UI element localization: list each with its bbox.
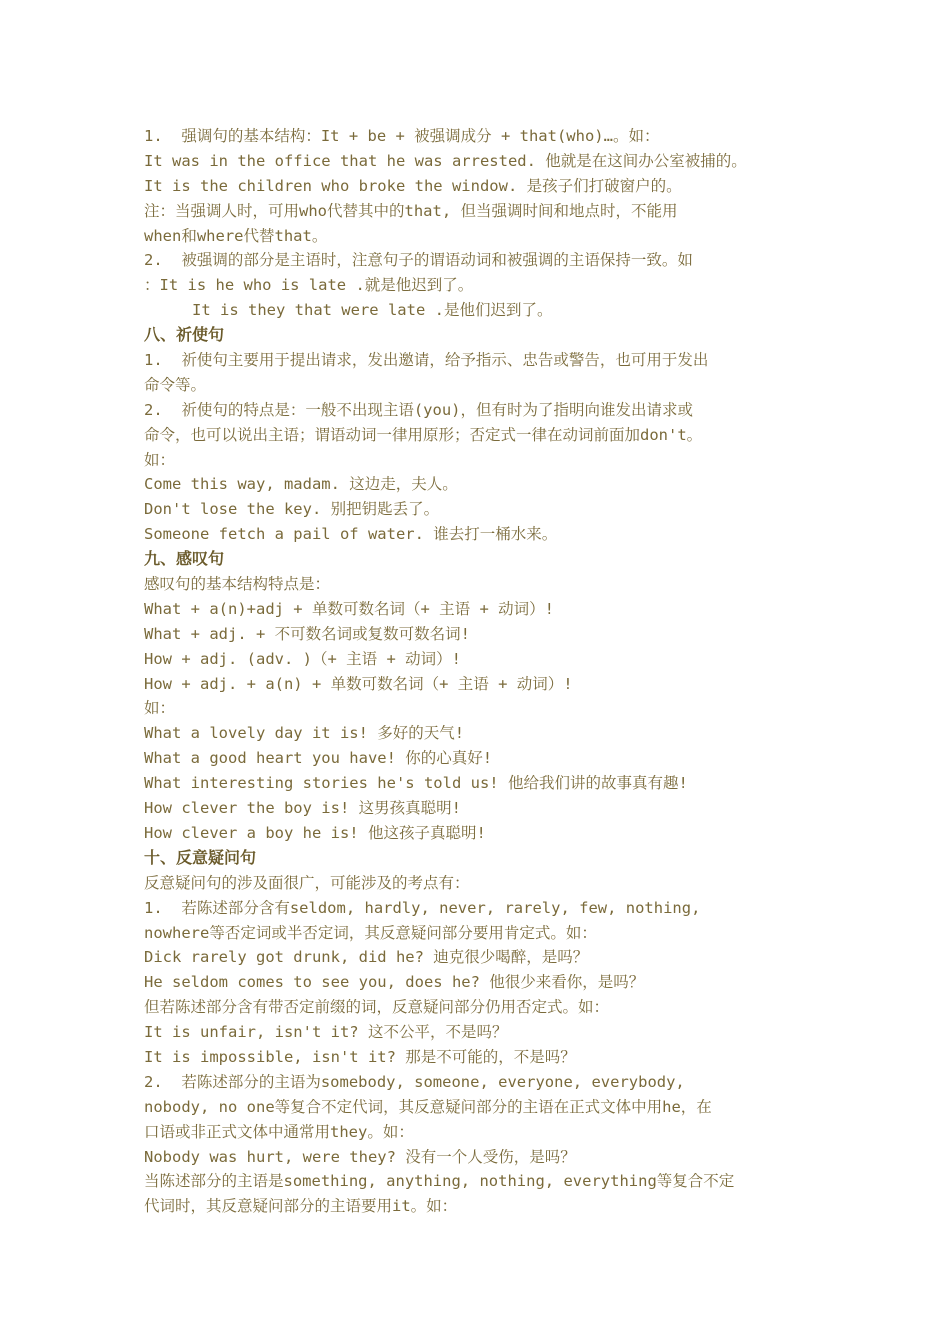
text-line: 如： [144, 699, 176, 718]
text-line: 当陈述部分的主语是something, anything, nothing, everything等复合不定 [144, 1172, 735, 1191]
text-line: 2. 被强调的部分是主语时，注意句子的谓语动词和被强调的主语保持一致。如 [144, 251, 693, 270]
text-line: Nobody was hurt, were they? 没有一个人受伤，是吗？ [144, 1147, 576, 1166]
text-line: It is impossible, isn't it? 那是不可能的，不是吗？ [144, 1047, 576, 1066]
text-line: 注：当强调人时，可用who代替其中的that, 但当强调时间和地点时，不能用 [144, 201, 678, 220]
text-line: It is unfair, isn't it? 这不公平，不是吗？ [144, 1023, 508, 1042]
text-line: It was in the office that he was arrested. 他就是在这间办公室被捕的。 [144, 151, 747, 170]
text-line: ：It is he who is late .就是他迟到了。 [144, 276, 474, 295]
text-line: 1. 强调句的基本结构：It + be + 被强调成分 + that(who)…。如： [144, 127, 660, 145]
text-line: How clever a boy he is! 他这孩子真聪明! [144, 823, 486, 842]
text-line: 口语或非正式文体中通常用they。如： [144, 1122, 414, 1141]
text-line: nowhere等否定词或半否定词，其反意疑问部分要用肯定式。如： [144, 923, 597, 942]
text-line: What a good heart you have! 你的心真好! [144, 749, 493, 768]
text-line: What + adj. + 不可数名词或复数可数名词! [144, 624, 470, 643]
text-line: 但若陈述部分含有带否定前缀的词，反意疑问部分仍用否定式。如： [144, 998, 610, 1017]
text-line: 1. 若陈述部分含有seldom, hardly, never, rarely, few, nothing, [144, 898, 701, 917]
text-line: 2. 祈使句的特点是：一般不出现主语(you)，但有时为了指明向谁发出请求或 [144, 400, 693, 419]
text-line: Don't lose the key. 别把钥匙丢了。 [144, 500, 440, 519]
text-line: What a lovely day it is! 多好的天气! [144, 724, 465, 743]
text-line: 代词时，其反意疑问部分的主语要用it。如： [144, 1197, 458, 1216]
text-line: nobody, no one等复合不定代词，其反意疑问部分的主语在正式文体中用he，在 [144, 1097, 712, 1116]
section-heading: 十、反意疑问句 [144, 847, 257, 867]
section-heading: 八、祈使句 [144, 325, 225, 345]
text-line: 反意疑问句的涉及面很广，可能涉及的考点有： [144, 873, 470, 892]
text-line: 1. 祈使句主要用于提出请求，发出邀请，给予指示、忠告或警告，也可用于发出 [144, 351, 709, 370]
text-line: when和where代替that。 [144, 226, 328, 245]
text-line: 命令等。 [144, 375, 207, 394]
text-line: How + adj. + a(n) + 单数可数名词（+ 主语 + 动词）! [144, 674, 573, 693]
text-line: How clever the boy is! 这男孩真聪明! [144, 799, 461, 818]
text-line: It is the children who broke the window. 是孩子们打破窗户的。 [144, 176, 682, 195]
text-line: Someone fetch a pail of water. 谁去打一桶水来。 [144, 525, 558, 544]
text-line: 2. 若陈述部分的主语为somebody, someone, everyone, everybody, [144, 1072, 685, 1091]
text-line: 命令，也可以说出主语；谓语动词一律用原形；否定式一律在动词前面加don't。 [144, 425, 703, 444]
text-line: What + a(n)+adj + 单数可数名词（+ 主语 + 动词）! [144, 599, 554, 618]
text-line: 感叹句的基本结构特点是： [144, 575, 331, 594]
section-heading: 九、感叹句 [144, 549, 225, 569]
text-line: How + adj. (adv. )（+ 主语 + 动词）! [144, 649, 461, 668]
text-line: He seldom comes to see you, does he? 他很少来看你，是吗？ [144, 973, 645, 992]
text-line: What interesting stories he's told us! 他给我们讲的故事真有趣! [144, 774, 688, 793]
text-line: Come this way, madam. 这边走，夫人。 [144, 475, 458, 494]
document-body [144, 124, 814, 1219]
text-line: 如： [144, 450, 176, 469]
text-line: Dick rarely got drunk, did he? 迪克很少喝醉，是吗？ [144, 948, 589, 967]
text-line: It is they that were late .是他们迟到了。 [192, 301, 553, 320]
